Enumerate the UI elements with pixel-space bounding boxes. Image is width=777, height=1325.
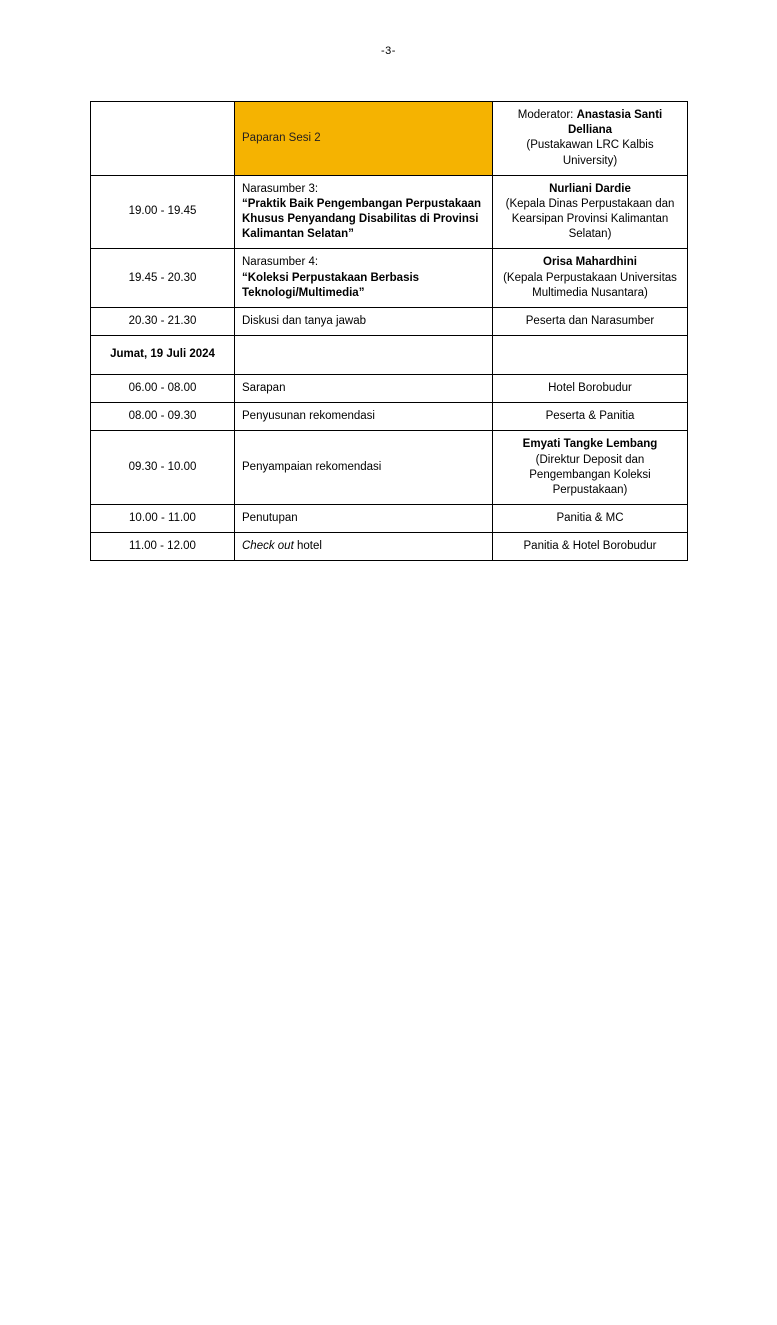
table-row: [91, 175, 688, 249]
document-page: [0, 45, 777, 1325]
schedule-person-cell: [493, 505, 688, 533]
text-line: [500, 409, 680, 424]
schedule-time-cell: 06.00 - 08.00: [91, 375, 235, 403]
schedule-time-cell: 09.30 - 10.00: [91, 431, 235, 505]
text-run: Sarapan: [242, 382, 286, 395]
text-run: Diskusi dan tanya jawab: [242, 314, 367, 327]
text-run: Penyusunan rekomendasi: [242, 410, 375, 423]
schedule-table-body: [91, 102, 688, 561]
text-line: [242, 271, 485, 301]
schedule-person-cell: [493, 403, 688, 431]
text-line: [242, 409, 485, 424]
text-run: hotel: [293, 540, 322, 553]
table-row: [91, 403, 688, 431]
schedule-table: [90, 101, 688, 561]
schedule-time-cell: 19.45 - 20.30: [91, 249, 235, 308]
schedule-activity-cell: [235, 375, 493, 403]
text-line: [500, 197, 680, 243]
schedule-person-cell: [493, 336, 688, 375]
text-run: (Kepala Perpustakaan Universitas Multimedia Nusantara): [503, 271, 677, 299]
text-run: Nurliani Dardie: [549, 182, 631, 195]
text-line: [500, 511, 680, 526]
table-row: [91, 431, 688, 505]
text-line: [242, 381, 485, 396]
text-run: Check out: [242, 540, 294, 553]
text-run: “Koleksi Perpustakaan Berbasis Teknologi/Multimedia”: [242, 271, 420, 299]
schedule-table-wrapper: [0, 101, 777, 561]
table-row: [91, 336, 688, 375]
schedule-time-cell: [91, 102, 235, 176]
text-run: Emyati Tangke Lembang: [522, 438, 658, 451]
schedule-activity-cell: [235, 403, 493, 431]
text-run: Narasumber 4:: [242, 256, 319, 269]
table-row: [91, 375, 688, 403]
text-line: [500, 437, 680, 452]
schedule-person-cell: [493, 375, 688, 403]
schedule-time-cell: 08.00 - 09.30: [91, 403, 235, 431]
text-run: Peserta & Panitia: [545, 410, 635, 423]
text-line: [500, 271, 680, 301]
text-run: Panitia & MC: [556, 512, 624, 525]
text-line: [500, 381, 680, 396]
table-row: [91, 102, 688, 176]
schedule-activity-cell: [235, 249, 493, 308]
table-row: [91, 249, 688, 308]
text-line: [242, 314, 485, 329]
schedule-person-cell: [493, 102, 688, 176]
moderator-name: Anastasia Santi Delliana: [567, 109, 663, 137]
text-run: “Praktik Baik Pengembangan Perpustakaan Khusus Penyandang Disabilitas di Provinsi Kalimantan Selatan”: [242, 197, 482, 241]
schedule-person-cell: [493, 431, 688, 505]
text-line: [242, 182, 485, 197]
schedule-time-cell: [91, 336, 235, 375]
text-line: [242, 539, 485, 554]
date-label: Jumat, 19 Juli 2024: [110, 348, 215, 361]
text-line: [500, 182, 680, 197]
text-line: [500, 314, 680, 329]
text-run: (Direktur Deposit dan Pengembangan Koleksi Perpustakaan): [529, 453, 651, 496]
text-line: [242, 197, 485, 243]
text-line: [242, 460, 485, 475]
table-row: [91, 533, 688, 561]
schedule-time-cell: 19.00 - 19.45: [91, 175, 235, 249]
schedule-activity-cell: [235, 175, 493, 249]
text-line: [242, 511, 485, 526]
moderator-label: Moderator:: [517, 109, 577, 121]
schedule-activity-cell: [235, 533, 493, 561]
schedule-activity-cell: [235, 336, 493, 375]
schedule-person-cell: [493, 175, 688, 249]
moderator-affiliation: (Pustakawan LRC Kalbis University): [526, 139, 654, 167]
schedule-time-cell: 11.00 - 12.00: [91, 533, 235, 561]
schedule-activity-cell: [235, 505, 493, 533]
schedule-person-cell: [493, 307, 688, 335]
schedule-person-cell: [493, 533, 688, 561]
text-line: [500, 255, 680, 270]
text-run: Hotel Borobudur: [548, 382, 632, 395]
text-line: [500, 453, 680, 499]
text-run: Panitia & Hotel Borobudur: [523, 540, 657, 553]
moderator-line: [500, 108, 680, 138]
text-run: (Kepala Dinas Perpustakaan dan Kearsipan Provinsi Kalimantan Selatan): [505, 197, 675, 241]
schedule-activity-cell: [235, 307, 493, 335]
text-run: Penyampaian rekomendasi: [242, 461, 382, 474]
text-run: Penutupan: [242, 512, 298, 525]
text-line: [242, 255, 485, 270]
page-number: -3-: [381, 45, 396, 57]
table-row: [91, 505, 688, 533]
schedule-activity-cell: Paparan Sesi 2: [235, 102, 493, 176]
schedule-person-cell: [493, 249, 688, 308]
schedule-time-cell: 10.00 - 11.00: [91, 505, 235, 533]
table-row: [91, 307, 688, 335]
text-line: [500, 539, 680, 554]
text-run: Orisa Mahardhini: [543, 256, 637, 269]
text-run: Peserta dan Narasumber: [525, 314, 655, 327]
schedule-time-cell: 20.30 - 21.30: [91, 307, 235, 335]
text-run: Narasumber 3:: [242, 182, 319, 195]
schedule-activity-cell: [235, 431, 493, 505]
